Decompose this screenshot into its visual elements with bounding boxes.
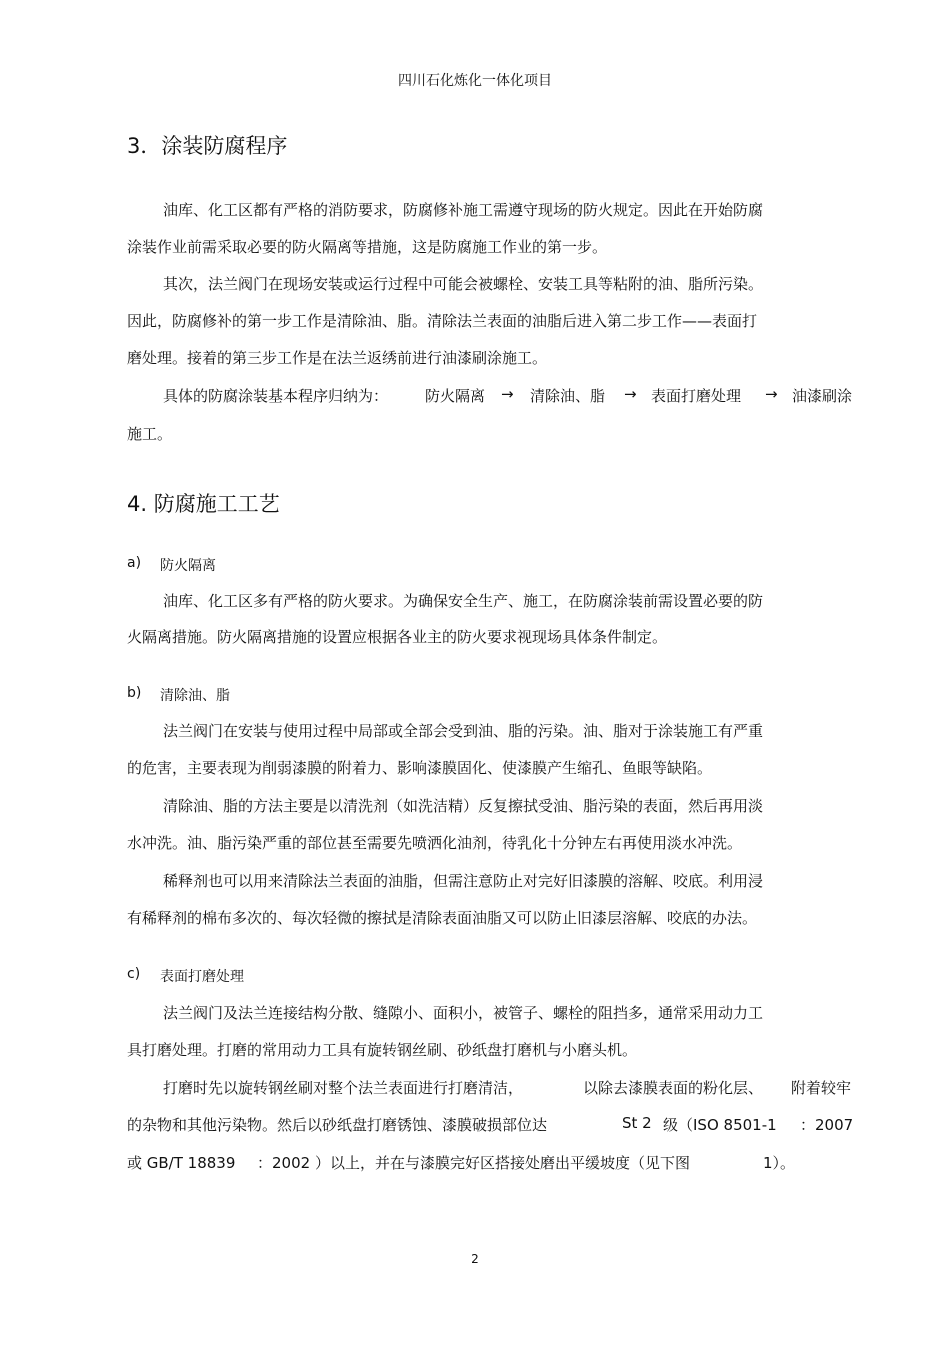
s3-line-end: 施工。 (127, 425, 173, 443)
c-line-4b: St 2 (622, 1114, 652, 1132)
c-line-3c: 附着较牢 (791, 1079, 852, 1097)
subsection-b-title: 清除油、脂 (160, 688, 230, 704)
subsection-c-label: c) (127, 966, 141, 982)
c-line-4d: ：2007 (800, 1116, 854, 1134)
s3-procedure-intro: 具体的防腐涂装基本程序归纳为： (163, 387, 389, 405)
subsection-a-title: 防火隔离 (160, 558, 216, 574)
b-line-4: 水冲洗。油、脂污染严重的部位甚至需要先喷洒化油剂，待乳化十分钟左右再使用淡水冲洗。 (127, 834, 743, 852)
section-4-heading: 4. 防腐施工工艺 (127, 492, 280, 516)
page-number: 2 (471, 1252, 479, 1266)
c-line-1: 法兰阀门及法兰连接结构分散、缝隙小、面积小，被管子、螺栓的阻挡多，通常采用动力工 (163, 1004, 764, 1022)
b-line-2: 的危害，主要表现为削弱漆膜的附着力、影响漆膜固化、使漆膜产生缩孔、鱼眼等缺陷。 (127, 759, 713, 777)
c-line-3b: 以除去漆膜表面的粉化层、 (583, 1079, 764, 1097)
b-line-5: 稀释剂也可以用来清除法兰表面的油脂，但需注意防止对完好旧漆膜的溶解、咬底。利用浸 (163, 872, 764, 890)
c-line-3a: 打磨时先以旋转钢丝刷对整个法兰表面进行打磨清洁， (163, 1079, 524, 1097)
a-line-1: 油库、化工区多有严格的防火要求。为确保安全生产、施工，在防腐涂装前需设置必要的防 (163, 592, 764, 610)
subsection-a-label: a) (127, 555, 142, 571)
s3-arrow-2: → (624, 385, 637, 403)
s3-step-grinding: 表面打磨处理 (651, 387, 742, 405)
page-header: 四川石化炼化一体化项目 (398, 73, 552, 89)
section-3-heading: 3．涂装防腐程序 (127, 134, 288, 158)
c-line-4a: 的杂物和其他污染物。然后以砂纸盘打磨锈蚀、漆膜破损部位达 (127, 1116, 548, 1134)
c-line-5a: 或 GB/T 18839 (127, 1154, 236, 1172)
b-line-3: 清除油、脂的方法主要是以清洗剂（如洗洁精）反复擦拭受油、脂污染的表面，然后再用淡 (163, 797, 764, 815)
s3-line-3: 其次，法兰阀门在现场安装或运行过程中可能会被螺栓、安装工具等粘附的油、脂所污染。 (163, 275, 764, 293)
b-line-6: 有稀释剂的棉布多次的、每次轻微的擦拭是清除表面油脂又可以防止旧漆层溶解、咬底的办法。 (127, 909, 758, 927)
s3-line-4: 因此，防腐修补的第一步工作是清除油、脂。清除法兰表面的油脂后进入第二步工作——表面打 (127, 312, 758, 330)
s3-step-fire-isolation: 防火隔离 (425, 387, 486, 405)
c-line-2: 具打磨处理。打磨的常用动力工具有旋转钢丝刷、砂纸盘打磨机与小磨头机。 (127, 1041, 638, 1059)
c-line-5b: ：2002 ）以上，并在与漆膜完好区搭接处磨出平缓坡度（见下图 (257, 1154, 690, 1172)
subsection-c-title: 表面打磨处理 (160, 969, 244, 985)
s3-line-2: 涂装作业前需采取必要的防火隔离等措施，这是防腐施工作业的第一步。 (127, 238, 608, 256)
a-line-2: 火隔离措施。防火隔离措施的设置应根据各业主的防火要求视现场具体条件制定。 (127, 628, 668, 646)
subsection-b-label: b) (127, 685, 142, 701)
s3-line-5: 磨处理。接着的第三步工作是在法兰返绣前进行油漆刷涂施工。 (127, 349, 548, 367)
s3-arrow-3: → (765, 385, 778, 403)
c-line-5c: 1）。 (763, 1154, 796, 1172)
c-line-4c: 级（ISO 8501-1 (663, 1116, 777, 1134)
b-line-1: 法兰阀门在安装与使用过程中局部或全部会受到油、脂的污染。油、脂对于涂装施工有严重 (163, 722, 764, 740)
s3-line-1: 油库、化工区都有严格的消防要求，防腐修补施工需遵守现场的防火规定。因此在开始防腐 (163, 201, 764, 219)
s3-step-painting: 油漆刷涂 (792, 387, 853, 405)
s3-step-degrease: 清除油、脂 (530, 387, 606, 405)
s3-arrow-1: → (501, 385, 514, 403)
